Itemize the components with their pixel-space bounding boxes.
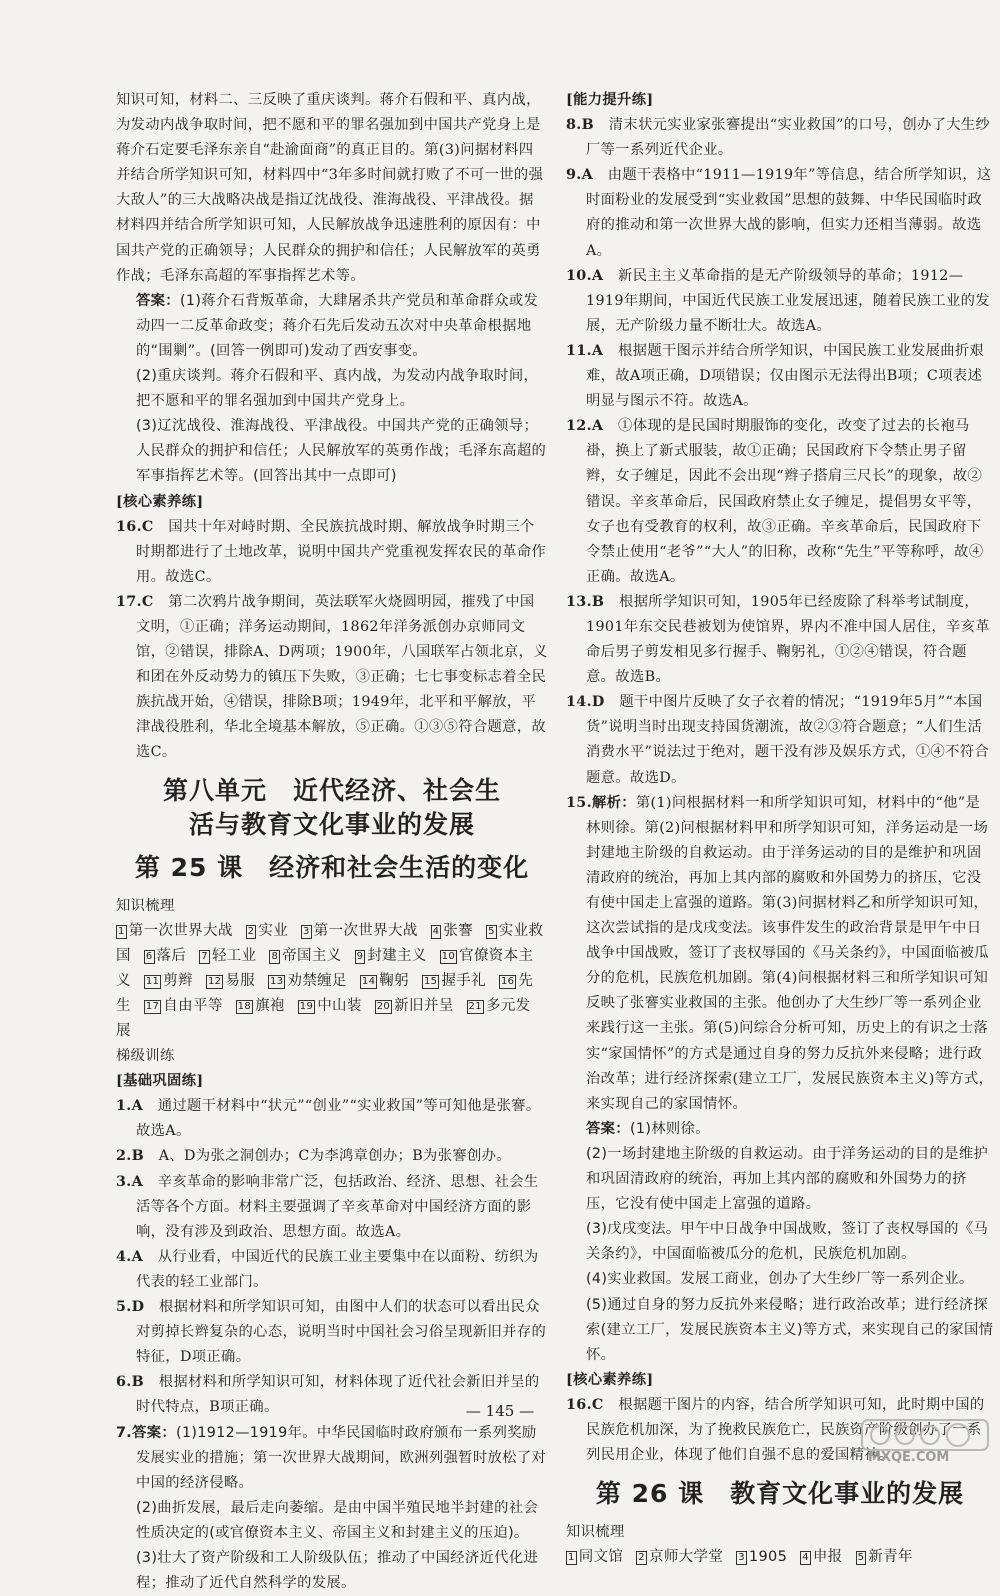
question-9 [566, 163, 994, 263]
lesson-26-title: 第 26 课 教育文化事业的发展 [595, 1479, 965, 1509]
knowledge-item [856, 1549, 913, 1565]
knowledge-summary-items [116, 919, 548, 1044]
knowledge-item-text: 同文馆 [578, 1549, 624, 1566]
b5-text: 根据材料和所学知识可知，由图中人们的状态可以看出民众对剪掉长辫复杂的心态，说明当时中国社会习俗呈现新旧并存的特征，D项正确。 [136, 1299, 547, 1366]
knowledge-item [144, 948, 186, 964]
basic-question-5 [116, 1295, 548, 1370]
answer-3: (3)辽沈战役、淮海战役、平津战役。中国共产党的正确领导；人民群众的拥护和信任；人民解放军的英勇作战；毛泽东高超的军事指挥艺术等。(回答出其中一点即可) [136, 418, 547, 485]
question-17 [116, 590, 548, 766]
answer-label: 答案： [136, 292, 180, 309]
r15-number: 15. [566, 794, 592, 811]
r15-analysis-label: 解析： [591, 794, 636, 811]
knowledge-item-text: 自由平等 [163, 997, 223, 1014]
r10-text: 新民主主义革命指的是无产阶级领导的革命；1912—1919年期间，中国近代民族工业发展迅速，随着民族工业的发展，无产阶级力量不断壮大。故选A。 [586, 267, 990, 334]
knowledge-item-number: 1 [568, 1552, 575, 1564]
knowledge-item-text: 封建主义 [367, 947, 427, 964]
r15-answer-2: (2)一场封建地主阶级的自救运动。由于洋务运动的目的是维护和巩固清政府的统治，再加上其内部的腐败和外国势力的挤压，它没有使中国走上富强的道路。 [586, 1145, 989, 1213]
knowledge-item-text: 京师大学堂 [648, 1549, 724, 1566]
r16-number: 16.C [566, 1396, 604, 1413]
knowledge-item-number: 4 [802, 1552, 809, 1564]
tier-training-label: 梯级训练 [116, 1048, 175, 1065]
basic-question-3 [116, 1170, 548, 1245]
knowledge-item [298, 998, 362, 1014]
knowledge-item [422, 973, 486, 989]
r10-number: 10.A [566, 267, 604, 284]
question-14 [566, 690, 994, 790]
knowledge-item-text: 先生 [116, 972, 534, 1014]
b7-number: 7. [116, 1424, 133, 1441]
r8-number: 8.B [566, 117, 595, 134]
knowledge-item [199, 948, 256, 964]
r13-number: 13.B [566, 593, 605, 610]
b5-number: 5.D [116, 1299, 145, 1316]
r15-answer-3: (3)戊戌变法。甲午中日战争中国战败，签订了丧权辱国的《马关条约》，中国面临被瓜分的危机，民族危机加剧。 [586, 1221, 989, 1263]
b7-answer-3: (3)壮大了资产阶级和工人阶级队伍；推动了中国经济近代化进程；推动了近代自然科学的发展。 [136, 1549, 539, 1592]
q16-text: 国共十年对峙时期、全民族抗战时期、解放战争时期三个时期都进行了土地改革，说明中国共产党重视发挥农民的革命作用。故选C。 [136, 518, 547, 585]
b1-text: 通过题干材料中“状元”“创业”“实业救国”等可知他是张謇。故选A。 [136, 1098, 541, 1140]
knowledge-item-text: 申报 [812, 1549, 843, 1566]
knowledge-item [301, 923, 418, 939]
knowledge-item-text: 新旧并呈 [394, 997, 454, 1014]
knowledge-item-number: 14 [361, 975, 376, 987]
knowledge-item-text: 第一次世界大战 [313, 922, 418, 939]
page-number: — 145 — [465, 1402, 535, 1420]
r15-answer-5: (5)通过自身的努力反抗外来侵略；进行政治改革；进行经济探索(建立工厂，发展民族资本主义)等方式，来实现自己的家国情怀。 [586, 1296, 994, 1363]
section-core-literacy-right: [核心素养练] [566, 1371, 654, 1388]
knowledge-item-text: 新青年 [868, 1549, 913, 1566]
r15-text: 第(1)问根据材料一和所学知识可知，材料中的“他”是林则徐。第(2)问根据材料甲和所学知识可知，洋务运动是一场封建地主阶级的自救运动。由于洋务运动的目的是维护和巩固清政府的统治，再加上其内部的腐败和外国势力的挤压，它没有使中国走上富强的道路。第(3)问据材料乙和所学知识可知，这次尝试指的是戊戌变法。该事件发生的政治背景是甲午中日战争中国战败，签订了丧权辱国的《马关条约》，中国面临被瓜分的危机，民族危机加剧。第(4)问根据材料三和所学知识可知反映了张謇实业救国的主张。他创办了大生纱厂等一系列企业来践行这一主张。第(5)问综合分析可知，历史上的有识之士落实“家国情怀”的方式是通过自身的努力反抗外来侵略；进行政治改革；进行经济探索(建立工厂，发展民族资本主义)等方式，来实现自己的家国情怀。 [586, 794, 994, 1112]
b3-text: 辛亥革命的影响非常广泛，包括政治、经济、思想、社会生活等各个方面。材料主要强调了辛亥革命对中国经济方面的影响，没有涉及到政治、思想方面。故选A。 [136, 1173, 539, 1240]
knowledge-item [636, 1549, 723, 1565]
knowledge-item-number: 2 [638, 1552, 645, 1564]
knowledge-item-text: 中山装 [317, 997, 362, 1014]
knowledge-item-number: 12 [207, 975, 222, 987]
b7-answer-2: (2)曲折发展，最后走向萎缩。是由中国半殖民地半封建的社会性质决定的(或官僚资本主义、帝国主义和封建主义的压迫)。 [136, 1499, 539, 1541]
knowledge-item-text: 旗袍 [255, 997, 285, 1014]
section-ability: [能力提升练] [566, 92, 654, 108]
section-core-literacy: [核心素养练] [116, 493, 204, 510]
knowledge-item [236, 998, 285, 1014]
knowledge-item-number: 7 [201, 950, 208, 962]
r15-answer-label: 答案： [586, 1120, 630, 1137]
knowledge-item-text: 官僚资本主义 [116, 947, 534, 989]
knowledge-item [736, 1549, 787, 1565]
basic-question-1 [116, 1094, 548, 1144]
q16-number: 16.C [116, 518, 154, 535]
r14-text: 题干中图片反映了女子衣着的情况；“1919年5月”“本国货”说明当时出现支持国货潮流，故②③符合题意；“人们生活消费水平”说法过于绝对，题干没有涉及娱乐方式，①④不符合题意。故选D。 [586, 694, 990, 786]
knowledge-item [566, 1549, 623, 1565]
knowledge-item-text: 落后 [156, 947, 187, 964]
knowledge-item [800, 1549, 842, 1565]
knowledge-item-text: 剪辫 [163, 972, 193, 989]
r12-text: ①体现的是民国时期服饰的变化，改变了过去的长袍马褂，换上了新式服装，故①正确；民国政府下令禁止男子留辫，女子缠足，因此不会出现“辫子搭肩三尺长”的现象，故②错误。辛亥革命后，民国政府禁止女子缠足，提倡男女平等，女子也有受教育的权利，故③正确。辛亥革命后，民国政府下令禁止使用“老爷”“大人”的旧称，改称“先生”平等称呼，故④正确。故选A。 [586, 418, 984, 585]
basic-question-2 [116, 1144, 548, 1169]
knowledge-item-text: 鞠躬 [379, 972, 409, 989]
left-column [116, 88, 548, 1596]
right-column [566, 88, 994, 1570]
knowledge-item [269, 948, 341, 964]
basic-question-7 [116, 1421, 548, 1496]
r15-answer-4: (4)实业救国。发展工商业，创办了大生纱厂等一系列企业。 [586, 1271, 974, 1288]
knowledge-item [144, 998, 223, 1014]
knowledge-item-text: 劝禁缠足 [287, 972, 347, 989]
intro-paragraph: 知识可知，材料二、三反映了重庆谈判。蒋介石假和平、真内战，为发动内战争取时间，把不愿和平的罪名强加到中国共产党身上是蒋介石定要毛泽东亲自“赴渝面商”的真正目的。第(3)问据材料四并结合所学知识可知，材料四中“3年多时间就打败了不可一世的强大敌人”的三大战略决战是指辽沈战役、淮海战役、平津战役。据材料四并结合所学知识可知，人民解放战争迅速胜利的原因有：中国共产党的正确领导；人民群众的拥护和信任；人民解放军的英勇作战；毛泽东高超的军事指挥艺术等。 [116, 92, 544, 284]
q17-text: 第二次鸦片战争期间，英法联军火烧圆明园，摧残了中国文明，①正确；洋务运动期间，1862年洋务派创办京师同文馆，②错误，排除A、D两项；1900年，八国联军占领北京，义和团在外反动势力的镇压下失败，③正确；七七事变标志着全民族抗战开始，④错误，排除B项；1949年，北平和平解放，平津战役胜利，华北全境基本解放，⑤正确。①③⑤符合题意，故选C。 [136, 593, 548, 761]
answer-block [116, 289, 548, 364]
r11-number: 11.A [566, 342, 604, 359]
r16-text: 根据题干图片的内容，结合所学知识可知，此时期中国的民族危机加深，为了挽救民族危亡，民族资产阶级创办了一系列民用企业，体现了他们自强不息的爱国精神。 [586, 1396, 985, 1464]
b2-number: 2.B [116, 1148, 145, 1165]
knowledge-item-number: 1 [118, 925, 125, 937]
knowledge-item-number: 3 [738, 1552, 745, 1564]
knowledge-item [375, 998, 454, 1014]
b1-number: 1.A [116, 1098, 144, 1115]
r12-number: 12.A [566, 418, 604, 435]
knowledge-item-number: 17 [145, 1000, 160, 1012]
knowledge-item [360, 973, 409, 989]
knowledge-item-number: 9 [356, 950, 364, 962]
b7-answer-label: 答案： [132, 1424, 177, 1441]
watermark-logo [860, 1418, 990, 1466]
knowledge-item [246, 923, 288, 939]
b3-number: 3.A [116, 1173, 144, 1190]
knowledge-item-text: 1905 [748, 1549, 788, 1566]
knowledge-item-number: 8 [271, 950, 279, 962]
knowledge-summary-items-26 [566, 1545, 994, 1570]
unit-title-line-1: 第八单元 近代经济、社会生 [162, 775, 501, 805]
knowledge-item [206, 973, 255, 989]
section-basic: [基础巩固练] [116, 1073, 204, 1090]
knowledge-item-text: 多元发展 [116, 997, 531, 1039]
knowledge-item-text: 握手礼 [441, 972, 486, 989]
knowledge-item-number: 13 [270, 975, 284, 987]
answer-2: (2)重庆谈判。蒋介石假和平、真内战，为发动内战争取时间，把不愿和平的罪名强加到中国共产党身上。 [136, 368, 539, 410]
knowledge-item-text: 张謇 [443, 922, 474, 939]
knowledge-item [144, 973, 193, 989]
knowledge-item-number: 3 [303, 925, 310, 937]
knowledge-summary-label: 知识梳理 [116, 897, 175, 914]
q17-number: 17.C [116, 593, 154, 610]
knowledge-item-number: 15 [423, 975, 438, 987]
question-11 [566, 339, 994, 414]
b2-text: A、D为张之洞创办；C为李鸿章创办；B为张謇创办。 [158, 1148, 511, 1165]
knowledge-item-number: 5 [488, 925, 495, 937]
knowledge-item [116, 923, 233, 939]
r8-text: 清末状元实业家张謇提出“实业救国”的口号，创办了大生纱厂等一系列近代企业。 [586, 117, 991, 159]
r13-text: 根据所学知识可知，1905年已经废除了科举考试制度，1901年东交民巷被划为使馆界，界内不准中国人居住，辛亥革命后男子剪发相见多行握手、鞠躬礼，①②④错误，符合题意。故选B。 [586, 593, 990, 686]
b6-number: 6.B [116, 1374, 145, 1391]
knowledge-item-number: 6 [145, 950, 153, 962]
knowledge-item-number: 18 [237, 1000, 252, 1012]
r15-answer-1-text: (1)林则徐。 [629, 1120, 710, 1137]
r9-number: 9.A [566, 167, 594, 184]
basic-question-4 [116, 1245, 548, 1295]
knowledge-item-text: 第一次世界大战 [128, 922, 233, 939]
unit-title-line-2: 活与教育文化事业的发展 [188, 809, 475, 839]
knowledge-item-text: 轻工业 [211, 947, 257, 964]
knowledge-item-number: 20 [376, 1000, 391, 1012]
question-16 [116, 515, 548, 590]
r15-answer-1 [566, 1117, 994, 1142]
knowledge-item [355, 948, 427, 964]
question-12 [566, 414, 994, 590]
knowledge-item-number: 16 [500, 975, 515, 987]
question-8 [566, 113, 994, 163]
knowledge-summary-label-26: 知识梳理 [566, 1524, 625, 1541]
lesson-25-title: 第 25 课 经济和社会生活的变化 [134, 852, 530, 882]
b6-text: 根据材料和所学知识可知，材料体现了近代社会新旧并呈的时代特点，B项正确。 [136, 1374, 540, 1416]
question-10 [566, 264, 994, 339]
watermark-text: MXQE.COM [868, 1450, 950, 1465]
b4-number: 4.A [116, 1248, 144, 1265]
question-13 [566, 590, 994, 690]
knowledge-item-text: 帝国主义 [282, 947, 342, 964]
knowledge-item-number: 11 [145, 975, 160, 987]
knowledge-item-number: 4 [432, 925, 440, 937]
r9-text: 由题干表格中“1911—1919年”等信息，结合所学知识，这时面粉业的发展受到“实业救国”思想的鼓舞、中华民国临时政府的推动和第一次世界大战的影响，但实力还相当薄弱。故选A。 [586, 167, 992, 259]
b4-text: 从行业看，中国近代的民族工业主要集中在以面粉、纺织为代表的轻工业部门。 [136, 1248, 539, 1290]
knowledge-item-text: 实业救国 [116, 922, 544, 964]
knowledge-item-number: 19 [299, 1000, 314, 1012]
knowledge-item [268, 973, 347, 989]
answer-1: (1)蒋介石背叛革命，大肆屠杀共产党员和革命群众或发动四一二反革命政变；蒋介石先后发动五次对中央革命根据地的“围剿”。(回答一例即可)发动了西安事变。 [136, 292, 539, 359]
knowledge-item-text: 实业 [258, 922, 289, 939]
unit-title [116, 774, 548, 842]
b7-text: (1)1912—1919年。中华民国临时政府颁布一系列奖励发展实业的措施；第一次世界大战期间，欧洲列强暂时放松了对中国的经济侵略。 [136, 1424, 547, 1491]
knowledge-item-number: 21 [468, 1000, 482, 1012]
knowledge-item-text: 易服 [225, 972, 256, 989]
knowledge-item-number: 5 [857, 1552, 865, 1564]
knowledge-item-number: 10 [441, 950, 456, 962]
r11-text: 根据题干图示并结合所学知识，中国民族工业发展曲折艰难，故A项正确，D项错误；仅由图示无法得出B项；C项表述明显与图示不符。故选A。 [586, 342, 985, 410]
question-15 [566, 791, 994, 1117]
knowledge-item [431, 923, 473, 939]
r14-number: 14.D [566, 694, 605, 711]
knowledge-item-number: 2 [247, 925, 255, 937]
